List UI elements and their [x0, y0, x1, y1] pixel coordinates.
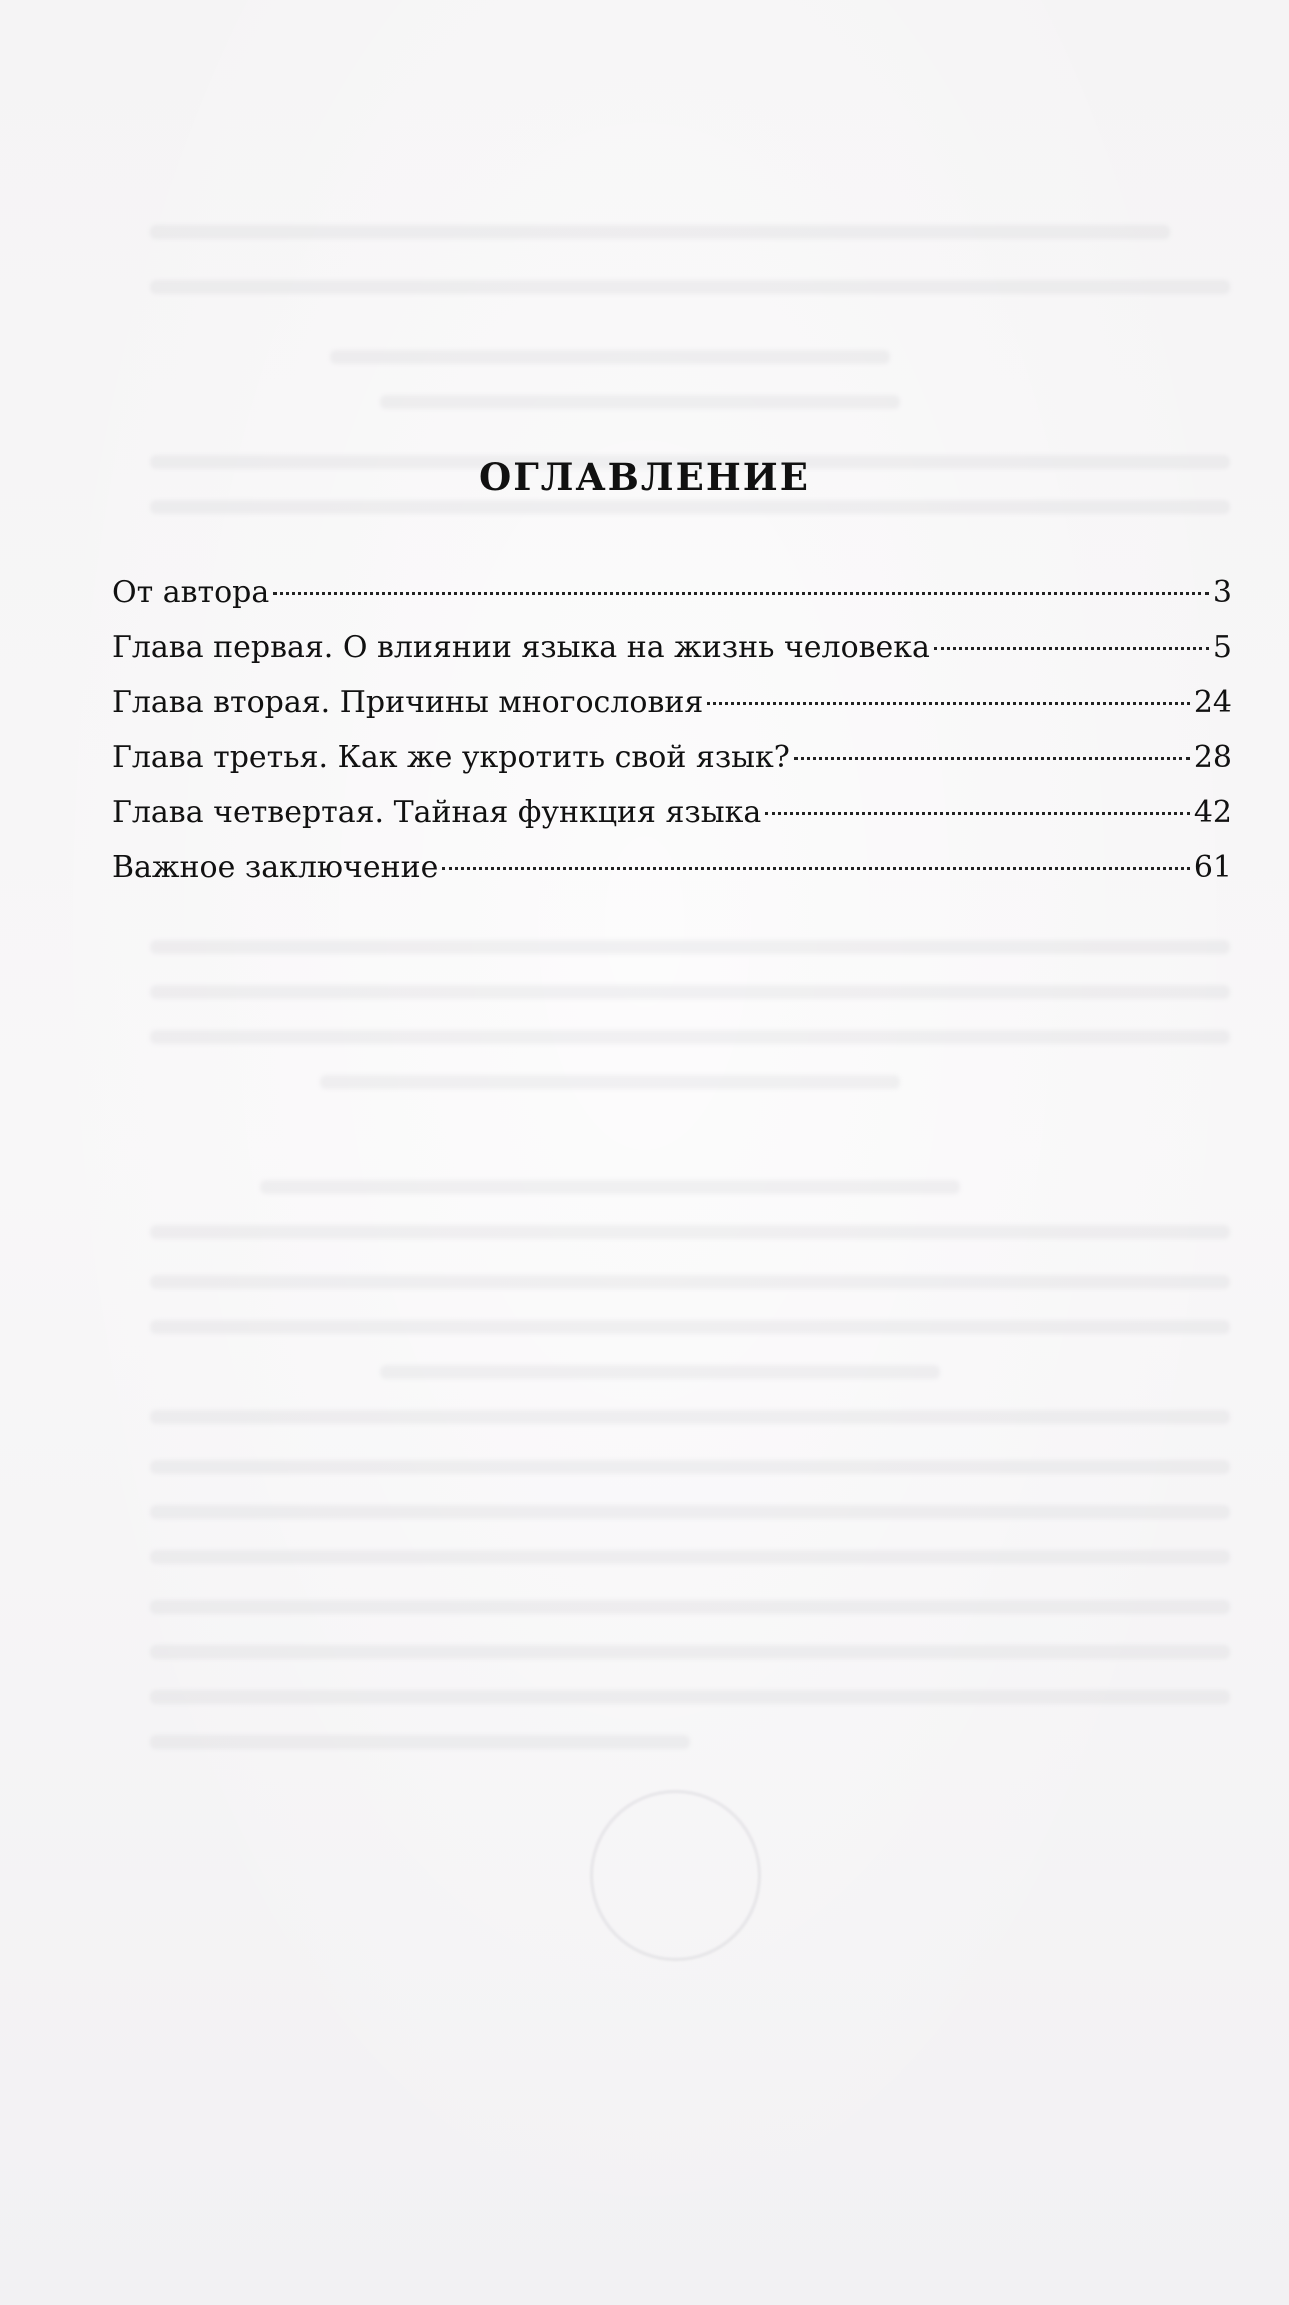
bleed-through-line [150, 1645, 1230, 1659]
bleed-through-line [150, 1225, 1230, 1239]
bleed-through-line [150, 1410, 1230, 1424]
bleed-through-line [150, 1550, 1230, 1564]
bleed-through-line [330, 350, 890, 364]
bleed-through-line [320, 1075, 900, 1089]
toc-entry[interactable] [112, 683, 1232, 738]
toc-entry-page: 28 [1193, 740, 1232, 775]
toc-entry[interactable] [112, 738, 1232, 793]
toc-entry[interactable] [112, 628, 1232, 683]
bleed-through-line [150, 1030, 1230, 1044]
dot-leader [707, 702, 1190, 705]
dot-leader [934, 647, 1209, 650]
dot-leader [442, 867, 1189, 870]
bleed-through-line [150, 280, 1230, 294]
toc-entry-page: 5 [1212, 630, 1232, 665]
bleed-through-line [150, 940, 1230, 954]
dot-leader [794, 757, 1190, 760]
bleed-through-line [150, 1600, 1230, 1614]
toc-entry[interactable] [112, 573, 1232, 628]
bleed-through-line [150, 1690, 1230, 1704]
bleed-through-line [150, 1320, 1230, 1334]
toc-entry-label: От автора [112, 575, 270, 610]
toc-entry-label: Глава вторая. Причины многословия [112, 685, 704, 720]
toc-entry-page: 61 [1193, 850, 1232, 885]
bleed-through-line [380, 395, 900, 409]
toc-title: ОГЛАВЛЕНИЕ [479, 454, 810, 499]
toc-entry-page: 42 [1193, 795, 1232, 830]
toc-entry-page: 24 [1193, 685, 1232, 720]
bleed-through-line [150, 985, 1230, 999]
toc-entry[interactable] [112, 848, 1232, 903]
bleed-through-line [260, 1180, 960, 1194]
bleed-through-line [150, 1505, 1230, 1519]
toc-entry[interactable] [112, 793, 1232, 848]
toc-entry-label: Глава первая. О влиянии языка на жизнь человека [112, 630, 930, 665]
bleed-through-line [150, 1735, 690, 1749]
toc-entry-label: Важное заключение [112, 850, 439, 885]
toc-entry-label: Глава третья. Как же укротить свой язык? [112, 740, 790, 775]
bleed-through-line [150, 225, 1170, 239]
dot-leader [273, 592, 1209, 595]
bleed-through-line [150, 500, 1230, 514]
bleed-through-line [150, 1460, 1230, 1474]
toc-list [112, 573, 1232, 903]
toc-entry-page: 3 [1212, 575, 1232, 610]
dot-leader [765, 812, 1190, 815]
bleed-through-age-mark [590, 1790, 761, 1961]
bleed-through-line [380, 1365, 940, 1379]
toc-entry-label: Глава четвертая. Тайная функция языка [112, 795, 762, 830]
bleed-through-line [150, 1275, 1230, 1289]
